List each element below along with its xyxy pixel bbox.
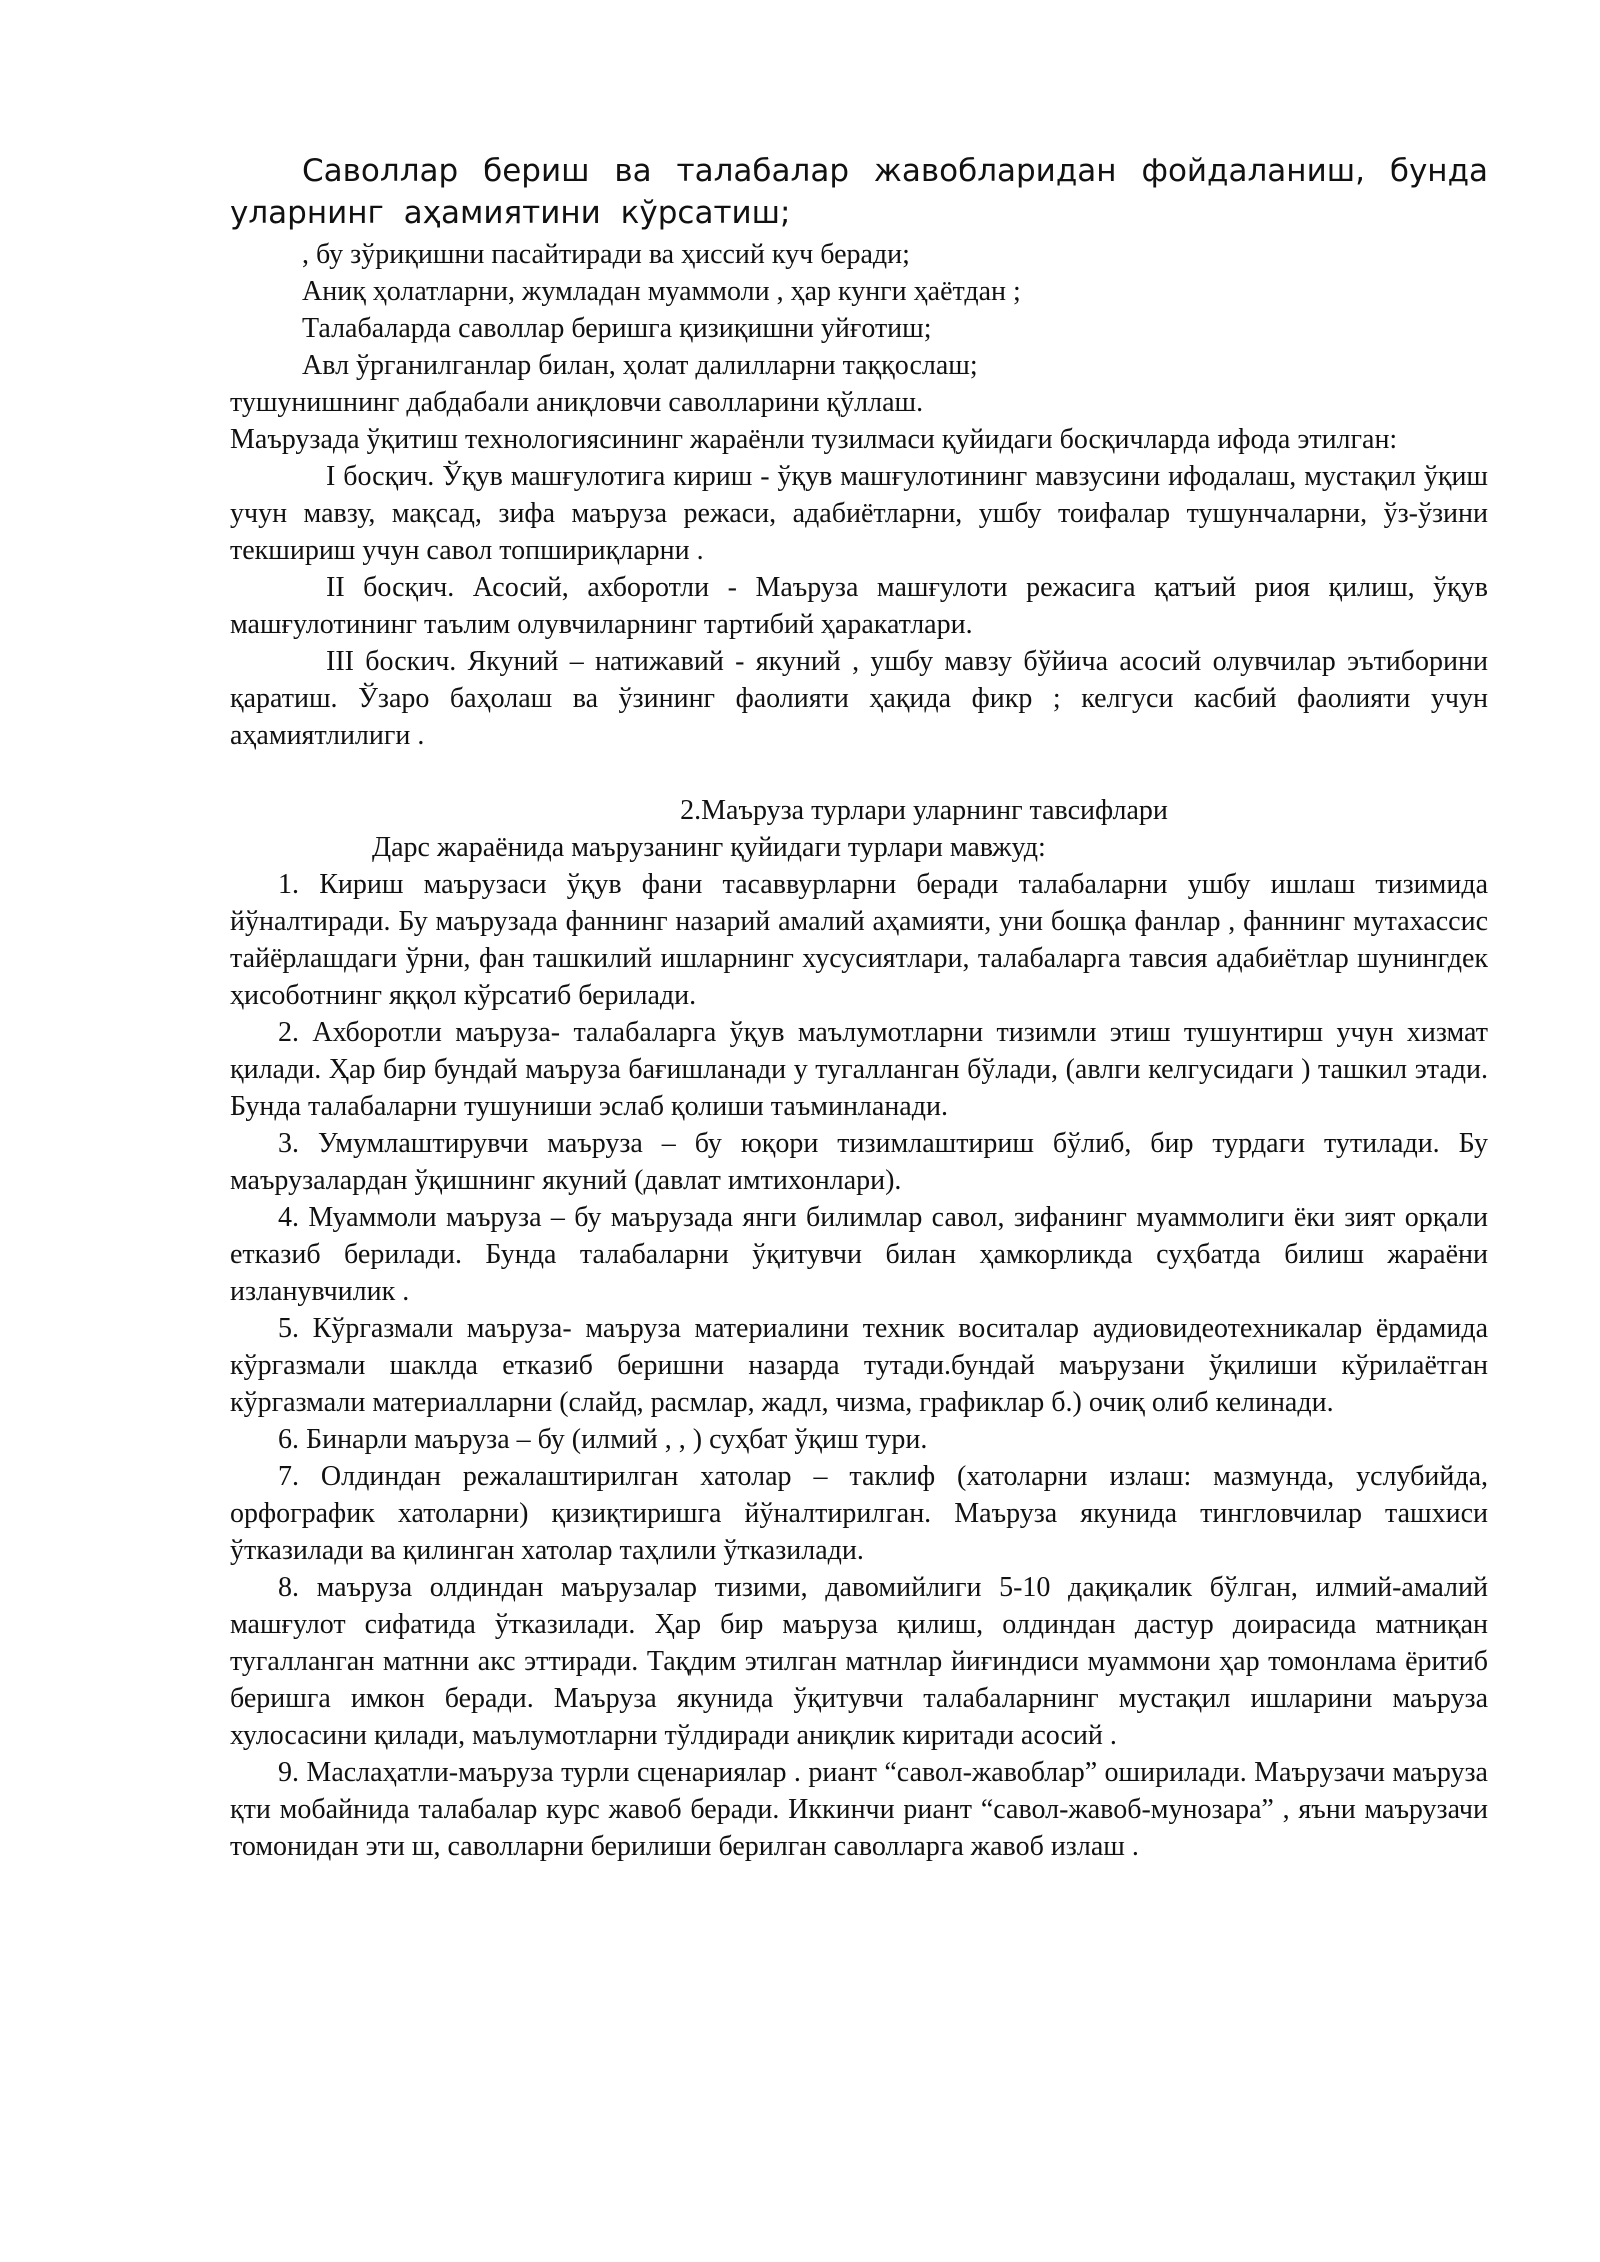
list-item-7: 7. Олдиндан режалаштирилган хатолар – таклиф (хатоларни излаш: мазмунда, услубийда, орфографик хатоларни) қизиқтиришга йўналтирилган. Маъруза якунида тингловчилар ташхиси ўтказилади ва қилинган хатолар таҳлили ўтказилади.: [230, 1461, 1488, 1566]
list-item-1: 1. Кириш маърузаси ўқув фани тасаввурларни беради талабаларни ушбу ишлаш тизимида йўналтиради. Бу маърузада фаннинг назарий амалий аҳамияти, уни бошқа фанлар , фаннинг мутахассис тайёрлашдаги ўрни, фан ташкилий ишларнинг хусусиятлари, талабаларга тавсия адабиётлар шунингдек ҳисоботнинг яққол кўрсатиб берилади.: [230, 869, 1488, 1011]
list-item-6: 6. Бинарли маъруза – бу (илмий , , ) суҳбат ўқиш тури.: [278, 1424, 928, 1455]
list-item-9: 9. Маслаҳатли-маъруза турли сценариялар . риант “савол-жавоблар” оширилади. Маърузачи маъруза қти мобайнида талабалар курс жавоб беради. Иккинчи риант “савол-жавоб-мунозара” , яъни маърузачи томонидан эти ш, саволларни берилиши берилган саволларга жавоб излаш .: [230, 1757, 1488, 1862]
intro-line-1: , бу зўриқишни пасайтиради ва ҳиссий куч беради;: [302, 239, 910, 270]
intro-line-4: Авл ўрганилганлар билан, ҳолат далилларни таққослаш;: [302, 350, 978, 381]
intro-line-2: Аниқ ҳолатларни, жумладан муаммоли , ҳар кунги ҳаётдан ;: [302, 276, 1021, 307]
list-item-4: 4. Муаммоли маъруза – бу маърузада янги билимлар савол, зифанинг муаммолиги ёки зият орқали етказиб берилади. Бунда талабаларни ўқитувчи билан ҳамкорликда суҳбатда билиш жараёни изланувчилик .: [230, 1202, 1488, 1307]
structure-paragraph: Маърузада ўқитиш технологиясининг жараёнли тузилмаси қуйидаги босқичларда ифода этилган:: [230, 424, 1398, 455]
list-item-8: 8. маъруза олдиндан маърузалар тизими, давомийлиги 5-10 дақиқалик бўлган, илмий-амалий машғулот сифатида ўтказилади. Ҳар бир маъруза қилиш, олдиндан дастур доирасида матниқан тугалланган матнни акс эттиради. Тақдим этилган матнлар йиғиндиси муаммони ҳар томонлама ёритиб беришга имкон беради. Маъруза якунида ўқитувчи талабаларнинг мустақил ишларини маъруза хулосасини қилади, маълумотларни тўлдиради аниқлик киритади асосий .: [230, 1572, 1488, 1751]
section-heading: 2.Маъруза турлари уларнинг тавсифлари: [680, 795, 1168, 826]
document-page: [230, 150, 1488, 1865]
stage-1-paragraph: I босқич. Ўқув машғулотига кириш - ўқув машғулотининг мавзусини ифодалаш, мустақил ўқиш учун мавзу, мақсад, зифа маъруза режаси, адабиётларни, ушбу тоифалар тушунчаларни, ўз-ўзини текшириш учун савол топшириқларни .: [230, 461, 1488, 566]
list-item-5: 5. Кўргазмали маъруза- маъруза материалини техник воситалар аудиовидеотехникалар ёрдамида кўргазмали шаклда етказиб беришни назарда тутади.бундай маърузани ўқилиши кўрилаётган кўргазмали материалларни (слайд, расмлар, жадл, чизма, графиклар б.) очиқ олиб келинади.: [230, 1313, 1488, 1418]
intro-line-5: тушунишнинг дабдабали аниқловчи саволларини қўллаш.: [230, 387, 924, 418]
stage-3-paragraph: III боскич. Якуний – натижавий - якуний , ушбу мавзу бўйича асосий олувчилар эътиборини қаратиш. Ўзаро баҳолаш ва ўзининг фаолияти ҳақида фикр ; келгуси касбий фаолияти учун аҳамиятлилиги .: [230, 646, 1488, 751]
list-item-3: 3. Умумлаштирувчи маъруза – бу юқори тизимлаштириш бўлиб, бир турдаги тутилади. Бу маърузалардан ўқишнинг якуний (давлат имтихонлари).: [230, 1128, 1488, 1196]
section-subheading: Дарс жараёнида маърузанинг қуйидаги турлари мавжуд:: [372, 832, 1046, 863]
intro-line-3: Талабаларда саволлар беришга қизиқишни уйғотиш;: [302, 313, 932, 344]
section-spacer: [230, 754, 1488, 792]
intro-sans-line: Саволлар бериш ва талабалар жавобларидан фойдаланиш, бунда уларнинг аҳамиятини кўрсатиш;: [230, 153, 1488, 231]
list-item-2: 2. Ахборотли маъруза- талабаларга ўқув маълумотларни тизимли этиш тушунтирш учун хизмат қилади. Ҳар бир бундай маъруза бағишланади у тугалланган бўлади, (авлги келгусидаги ) ташкил этади. Бунда талабаларни тушуниши эслаб қолиши таъминланади.: [230, 1017, 1488, 1122]
stage-2-paragraph: II босқич. Асосий, ахборотли - Маъруза машғулоти режасига қатъий риоя қилиш, ўқув машғулотининг таълим олувчиларнинг тартибий ҳаракатлари.: [230, 572, 1488, 640]
